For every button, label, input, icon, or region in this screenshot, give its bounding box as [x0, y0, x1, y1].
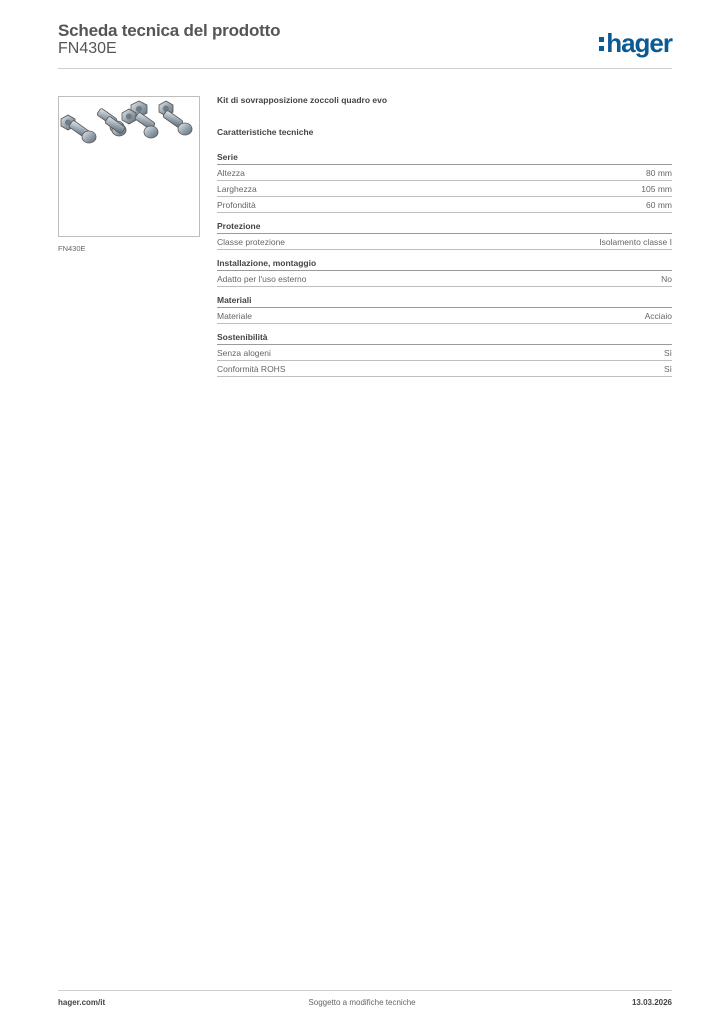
spec-row — [217, 181, 672, 197]
footer-divider — [58, 990, 672, 991]
group-title: Serie — [217, 152, 672, 165]
spec-group-protezione — [217, 221, 672, 250]
spec-label: Conformità ROHS — [217, 364, 286, 374]
spec-row — [217, 271, 672, 287]
spec-group-serie — [217, 152, 672, 213]
section-heading: Caratteristiche tecniche — [217, 127, 314, 137]
spec-group-sostenibilita — [217, 332, 672, 377]
group-title: Materiali — [217, 295, 672, 308]
spec-row — [217, 308, 672, 324]
spec-row — [217, 361, 672, 377]
spec-label: Adatto per l'uso esterno — [217, 274, 307, 284]
logo-text: hager — [606, 28, 672, 58]
spec-label: Altezza — [217, 168, 245, 178]
footer-date: 13.03.2026 — [631, 998, 672, 1007]
group-title: Sostenibilità — [217, 332, 672, 345]
spec-value: Sì — [663, 364, 672, 374]
specifications — [217, 95, 672, 385]
spec-value: 60 mm — [646, 200, 672, 210]
spec-value: 80 mm — [646, 168, 672, 178]
logo-dots-icon — [599, 37, 604, 51]
header-divider — [58, 68, 672, 69]
footer-website-link[interactable]: hager.com/it — [58, 998, 106, 1007]
spec-value: No — [661, 274, 672, 284]
group-title: Installazione, montaggio — [217, 258, 672, 271]
spec-row — [217, 234, 672, 250]
spec-value: 105 mm — [641, 184, 672, 194]
spec-label: Larghezza — [217, 184, 257, 194]
spec-value: Sì — [663, 348, 672, 358]
spec-row — [217, 197, 672, 213]
image-caption: FN430E — [58, 244, 86, 253]
spec-label: Profondità — [217, 200, 256, 210]
spec-group-materiali — [217, 295, 672, 324]
page-title: Scheda tecnica del prodotto — [58, 21, 281, 40]
product-code: FN430E — [58, 40, 117, 57]
spec-label: Materiale — [217, 311, 252, 321]
hager-logo[interactable] — [599, 28, 672, 59]
spec-row — [217, 165, 672, 181]
spec-label: Classe protezione — [217, 237, 286, 247]
screws-nuts-image — [59, 97, 199, 236]
spec-label: Senza alogeni — [217, 348, 271, 358]
product-image — [58, 96, 200, 237]
footer-notice: Soggetto a modifiche tecniche — [308, 998, 416, 1007]
spec-value: Isolamento classe I — [599, 237, 672, 247]
spec-row — [217, 345, 672, 361]
spec-value: Acciaio — [644, 311, 672, 321]
group-title: Protezione — [217, 221, 672, 234]
product-description: Kit di sovrapposizione zoccoli quadro evo — [217, 95, 388, 105]
spec-group-installazione — [217, 258, 672, 287]
